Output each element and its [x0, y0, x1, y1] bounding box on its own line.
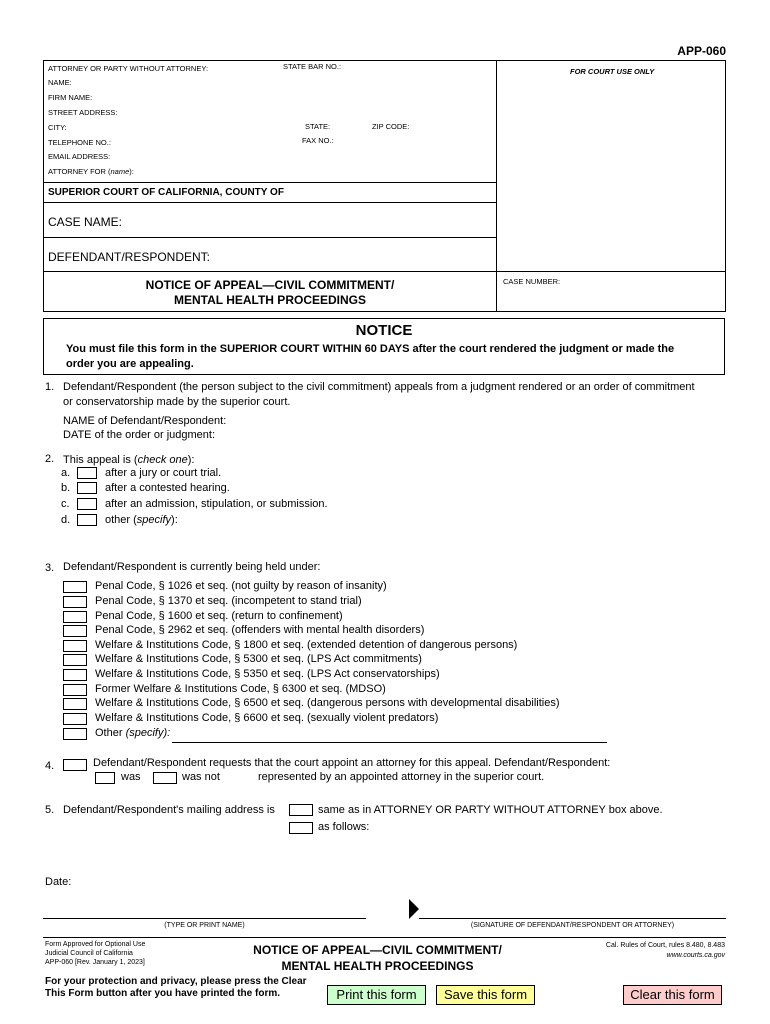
privacy-line1: For your protection and privacy, please press the Clear	[45, 976, 307, 987]
name-label: NAME:	[48, 78, 72, 87]
option-d-letter: d.	[61, 514, 71, 526]
penal-1600-text: Penal Code, § 1600 et seq. (return to confinement)	[95, 610, 343, 622]
footer-right	[606, 941, 725, 961]
header-left-border	[43, 60, 44, 312]
attorney-header: ATTORNEY OR PARTY WITHOUT ATTORNEY:	[48, 64, 209, 73]
state-label: STATE:	[305, 122, 331, 131]
notice-heading: NOTICE	[355, 322, 413, 339]
item5-text: Defendant/Respondent's mailing address is	[63, 804, 275, 816]
item2-intro-prefix: This appeal is (	[63, 454, 138, 466]
option-b-letter: b.	[61, 482, 71, 494]
wi-5300-checkbox[interactable]	[63, 654, 87, 666]
other-hold-italic: (specify):	[125, 727, 171, 739]
city-label: CITY:	[48, 123, 67, 132]
rule-defendant	[43, 237, 497, 238]
case-name-label: CASE NAME:	[48, 215, 123, 229]
option-d-italic: specify	[136, 514, 172, 526]
option-b-checkbox[interactable]	[77, 482, 97, 494]
notice-line2: order you are appealing.	[66, 358, 194, 370]
court-label: SUPERIOR COURT OF CALIFORNIA, COUNTY OF	[48, 187, 284, 198]
attorney-for-prefix: ATTORNEY FOR (	[48, 167, 111, 176]
request-attorney-checkbox[interactable]	[63, 759, 87, 771]
privacy-line2: This Form button after you have printed the form.	[45, 988, 281, 999]
footer-title	[215, 942, 540, 974]
header-top-border	[43, 60, 726, 61]
footer-right-line1: Cal. Rules of Court, rules 8.480, 8.483	[605, 942, 725, 949]
rule-title	[43, 271, 726, 272]
was-not-checkbox[interactable]	[153, 772, 177, 784]
wi-6300-checkbox[interactable]	[63, 684, 87, 696]
was-not-label: was not	[182, 771, 220, 783]
attorney-for-italic: name	[110, 167, 130, 176]
wi-1800-text: Welfare & Institutions Code, § 1800 et seq. (extended detention of dangerous persons)	[95, 639, 518, 651]
form-title-line2: MENTAL HEALTH PROCEEDINGS	[173, 293, 366, 307]
print-form-button[interactable]: Print this form	[327, 985, 426, 1005]
firm-label: FIRM NAME:	[48, 93, 93, 102]
penal-1026-checkbox[interactable]	[63, 581, 87, 593]
other-hold-prefix: Other	[95, 727, 126, 739]
item1-number: 1.	[45, 381, 55, 393]
option-c-checkbox[interactable]	[77, 498, 97, 510]
type-print-caption: (TYPE OR PRINT NAME)	[164, 922, 245, 929]
telephone-label: TELEPHONE NO.:	[48, 138, 111, 147]
was-label: was	[121, 771, 141, 783]
penal-1370-checkbox[interactable]	[63, 596, 87, 608]
wi-5350-text: Welfare & Institutions Code, § 5350 et seq. (LPS Act conservatorships)	[95, 668, 440, 680]
was-checkbox[interactable]	[95, 772, 115, 784]
order-date-label: DATE of the order or judgment:	[63, 429, 216, 441]
item5-number: 5.	[45, 804, 55, 816]
option-b-text: after a contested hearing.	[105, 482, 230, 494]
privacy-note	[45, 976, 307, 1000]
as-follows-checkbox[interactable]	[289, 822, 313, 834]
form-title	[43, 278, 497, 308]
footer-title-line1: NOTICE OF APPEAL—CIVIL COMMITMENT/	[253, 943, 502, 957]
state-bar-label: STATE BAR NO.:	[283, 62, 342, 71]
option-d-checkbox[interactable]	[77, 514, 97, 526]
same-address-checkbox[interactable]	[289, 804, 313, 816]
defendant-name-label: NAME of Defendant/Respondent:	[63, 415, 227, 427]
rule-court	[43, 182, 497, 183]
other-hold-text	[95, 727, 170, 739]
option-d-text	[105, 514, 178, 526]
wi-1800-checkbox[interactable]	[63, 640, 87, 652]
option-a-text: after a jury or court trial.	[105, 467, 222, 479]
header-right-border	[725, 60, 726, 312]
form-title-line1: NOTICE OF APPEAL—CIVIL COMMITMENT/	[145, 278, 395, 292]
court-use-label: FOR COURT USE ONLY	[570, 67, 655, 76]
footer-right-url: www.courts.ca.gov	[666, 952, 725, 959]
penal-1600-checkbox[interactable]	[63, 611, 87, 623]
item4-number: 4.	[45, 760, 55, 772]
wi-5350-checkbox[interactable]	[63, 669, 87, 681]
option-a-letter: a.	[61, 467, 71, 479]
footer-left-line1: Form Approved for Optional Use	[45, 941, 146, 948]
penal-2962-text: Penal Code, § 2962 et seq. (offenders with mental health disorders)	[95, 624, 425, 636]
as-follows-text: as follows:	[318, 821, 370, 833]
penal-1370-text: Penal Code, § 1370 et seq. (incompetent to stand trial)	[95, 595, 362, 607]
item4-suffix: represented by an appointed attorney in the superior court.	[258, 771, 545, 783]
footer-left-line3: APP-060 [Rev. January 1, 2023]	[45, 959, 145, 966]
clear-form-button[interactable]: Clear this form	[623, 985, 722, 1005]
other-hold-checkbox[interactable]	[63, 728, 87, 740]
form-number: APP-060	[677, 44, 726, 58]
wi-6600-text: Welfare & Institutions Code, § 6600 et seq. (sexually violent predators)	[95, 712, 439, 724]
item2-intro	[63, 454, 194, 466]
signature-arrow-icon	[409, 899, 419, 919]
item3-intro: Defendant/Respondent is currently being held under:	[63, 561, 321, 573]
option-c-letter: c.	[61, 498, 70, 510]
option-d-prefix: other (	[105, 514, 137, 526]
notice-line1: You must file this form in the SUPERIOR COURT WITHIN 60 DAYS after the court rendered the judgment or made the	[66, 343, 675, 355]
wi-6300-text: Former Welfare & Institutions Code, § 6300 et seq. (MDSO)	[95, 683, 386, 695]
option-a-checkbox[interactable]	[77, 467, 97, 479]
footer-left-line2: Judicial Council of California	[45, 950, 133, 957]
wi-6500-checkbox[interactable]	[63, 698, 87, 710]
option-d-suffix: ):	[171, 514, 178, 526]
zip-label: ZIP CODE:	[372, 122, 410, 131]
same-address-text: same as in ATTORNEY OR PARTY WITHOUT ATTORNEY box above.	[318, 804, 663, 816]
wi-6500-text: Welfare & Institutions Code, § 6500 et seq. (dangerous persons with developmental disabilities)	[95, 697, 560, 709]
item2-number: 2.	[45, 453, 55, 465]
wi-6600-checkbox[interactable]	[63, 713, 87, 725]
email-label: EMAIL ADDRESS:	[48, 152, 111, 161]
header-bottom-border	[43, 311, 726, 312]
penal-1026-text: Penal Code, § 1026 et seq. (not guilty by reason of insanity)	[95, 580, 387, 592]
fax-label: FAX NO.:	[302, 136, 334, 145]
option-c-text: after an admission, stipulation, or submission.	[105, 498, 328, 510]
item3-number: 3.	[45, 562, 55, 574]
print-name-field[interactable]	[43, 918, 366, 919]
footer-rule	[43, 937, 726, 938]
street-label: STREET ADDRESS:	[48, 108, 118, 117]
footer-left	[45, 940, 145, 967]
rule-casename	[43, 202, 497, 203]
defendant-label: DEFENDANT/RESPONDENT:	[48, 250, 211, 264]
attorney-for-label	[48, 167, 134, 176]
item1-line1: Defendant/Respondent (the person subject to the civil commitment) appeals from a judgment rendered or an order of commitment	[63, 381, 695, 393]
wi-5300-text: Welfare & Institutions Code, § 5300 et seq. (LPS Act commitments)	[95, 653, 422, 665]
case-number-label: CASE NUMBER:	[503, 277, 561, 286]
item2-intro-italic: check one	[137, 454, 188, 466]
item1-line2: or conservatorship made by the superior court.	[63, 396, 291, 408]
item4-text: Defendant/Respondent requests that the court appoint an attorney for this appeal. Defendant/Respondent:	[93, 757, 611, 769]
attorney-for-suffix: ):	[129, 167, 134, 176]
header-divider	[496, 60, 497, 312]
save-form-button[interactable]: Save this form	[436, 985, 535, 1005]
other-hold-field[interactable]	[172, 742, 607, 743]
footer-title-line2: MENTAL HEALTH PROCEEDINGS	[281, 959, 474, 973]
date-label: Date:	[45, 876, 72, 888]
item2-intro-suffix: ):	[187, 454, 195, 466]
penal-2962-checkbox[interactable]	[63, 625, 87, 637]
signature-field[interactable]	[419, 918, 726, 919]
signature-caption: (SIGNATURE OF DEFENDANT/RESPONDENT OR ATTORNEY)	[470, 922, 675, 929]
